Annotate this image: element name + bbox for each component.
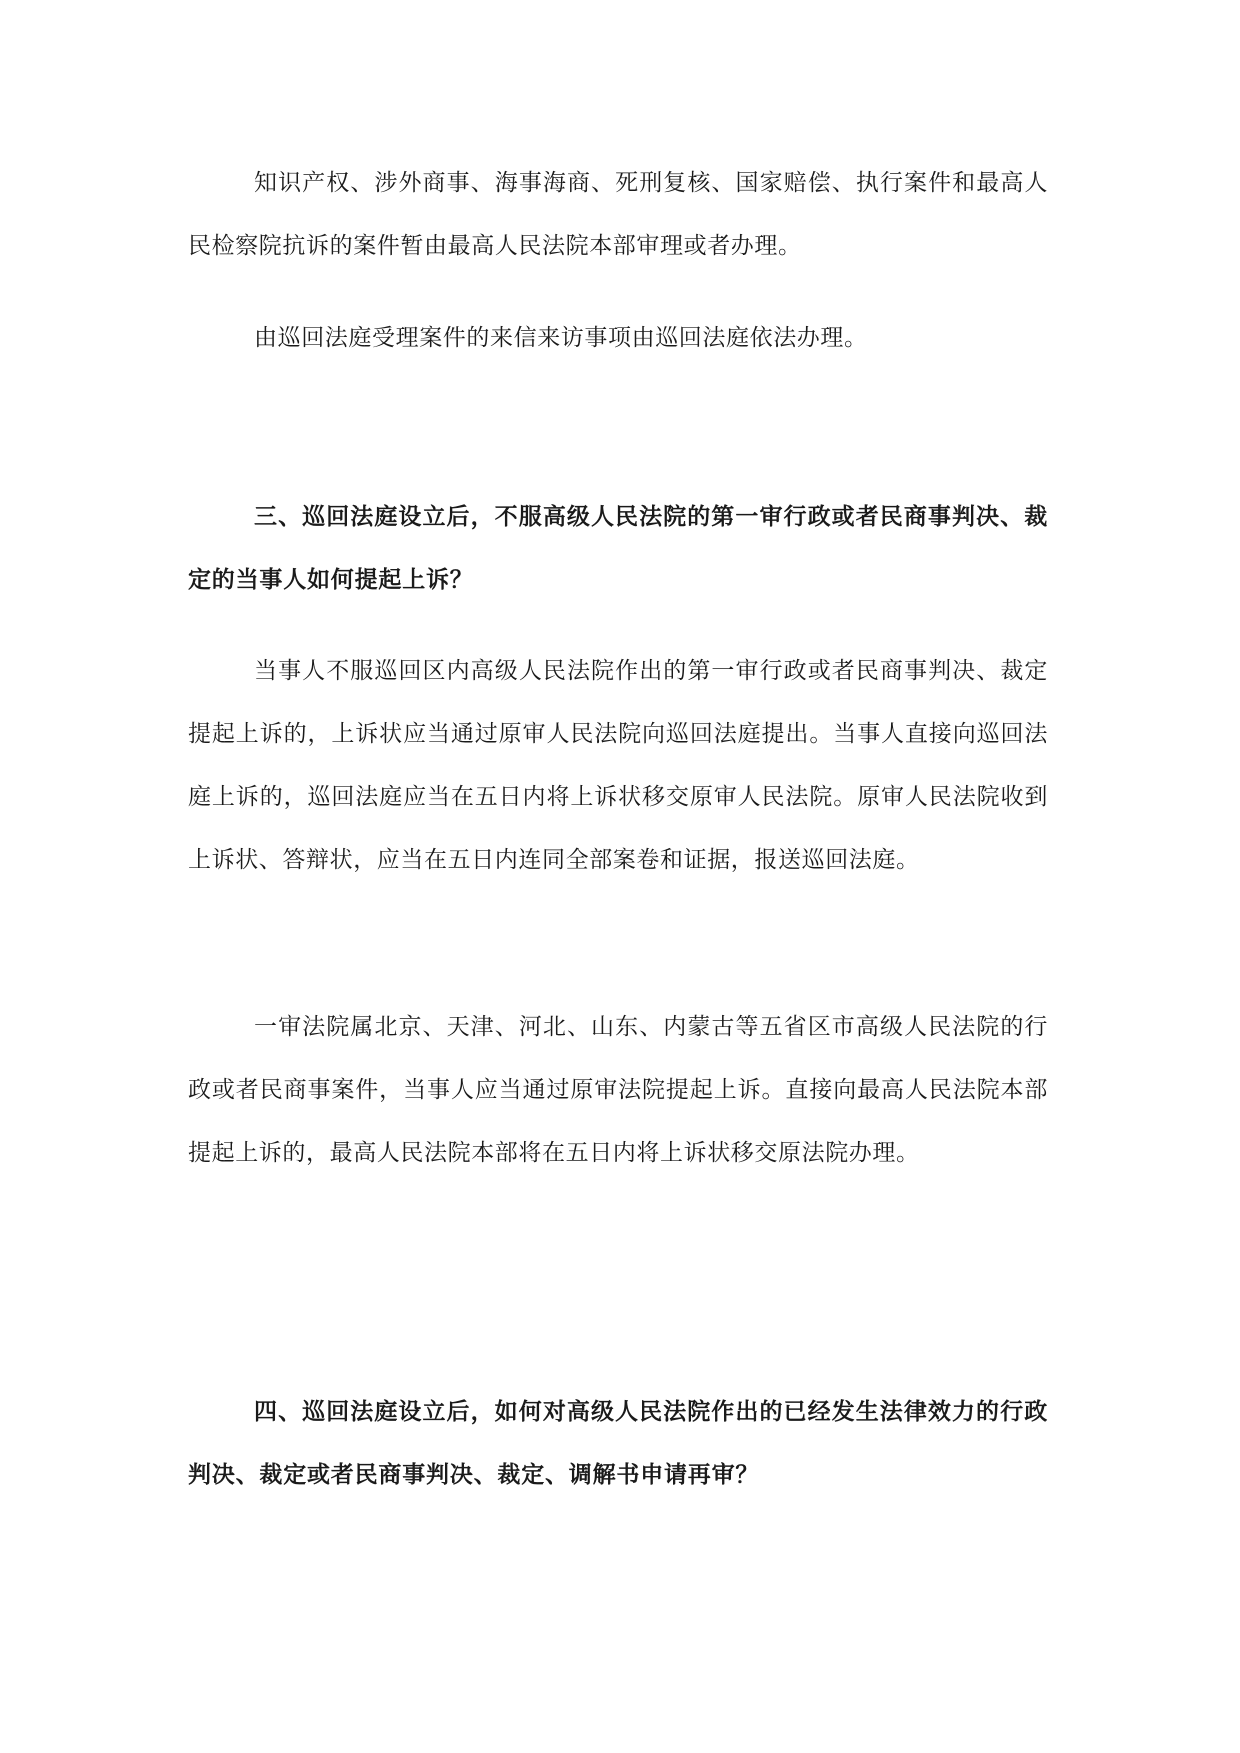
paragraph-five-provinces: 一审法院属北京、天津、河北、山东、内蒙古等五省区市高级人民法院的行政或者民商事案件，当事人应当通过原审法院提起上诉。直接向最高人民法院本部提起上诉的，最高人民法院本部将在五日内将上诉状移交原法院办理。 bbox=[188, 1014, 1048, 1166]
paragraph-petitions: 由巡回法庭受理案件的来信来访事项由巡回法庭依法办理。 bbox=[254, 325, 868, 351]
paragraph-case-scope: 知识产权、涉外商事、海事海商、死刑复核、国家赔偿、执行案件和最高人民检察院抗诉的案件暂由最高人民法院本部审理或者办理。 bbox=[188, 170, 1048, 259]
paragraph-appeal-procedure: 当事人不服巡回区内高级人民法院作出的第一审行政或者民商事判决、裁定提起上诉的，上诉状应当通过原审人民法院向巡回法庭提出。当事人直接向巡回法庭上诉的，巡回法庭应当在五日内将上诉状移交原审人民法院。原审人民法院收到上诉状、答辩状，应当在五日内连同全部案卷和证据，报送巡回法庭。 bbox=[188, 658, 1048, 873]
section-heading-3: 三、巡回法庭设立后，不服高级人民法院的第一审行政或者民商事判决、裁定的当事人如何提起上诉？ bbox=[188, 503, 1048, 593]
section-heading-4: 四、巡回法庭设立后，如何对高级人民法院作出的已经发生法律效力的行政判决、裁定或者民商事判决、裁定、调解书申请再审？ bbox=[188, 1398, 1048, 1488]
